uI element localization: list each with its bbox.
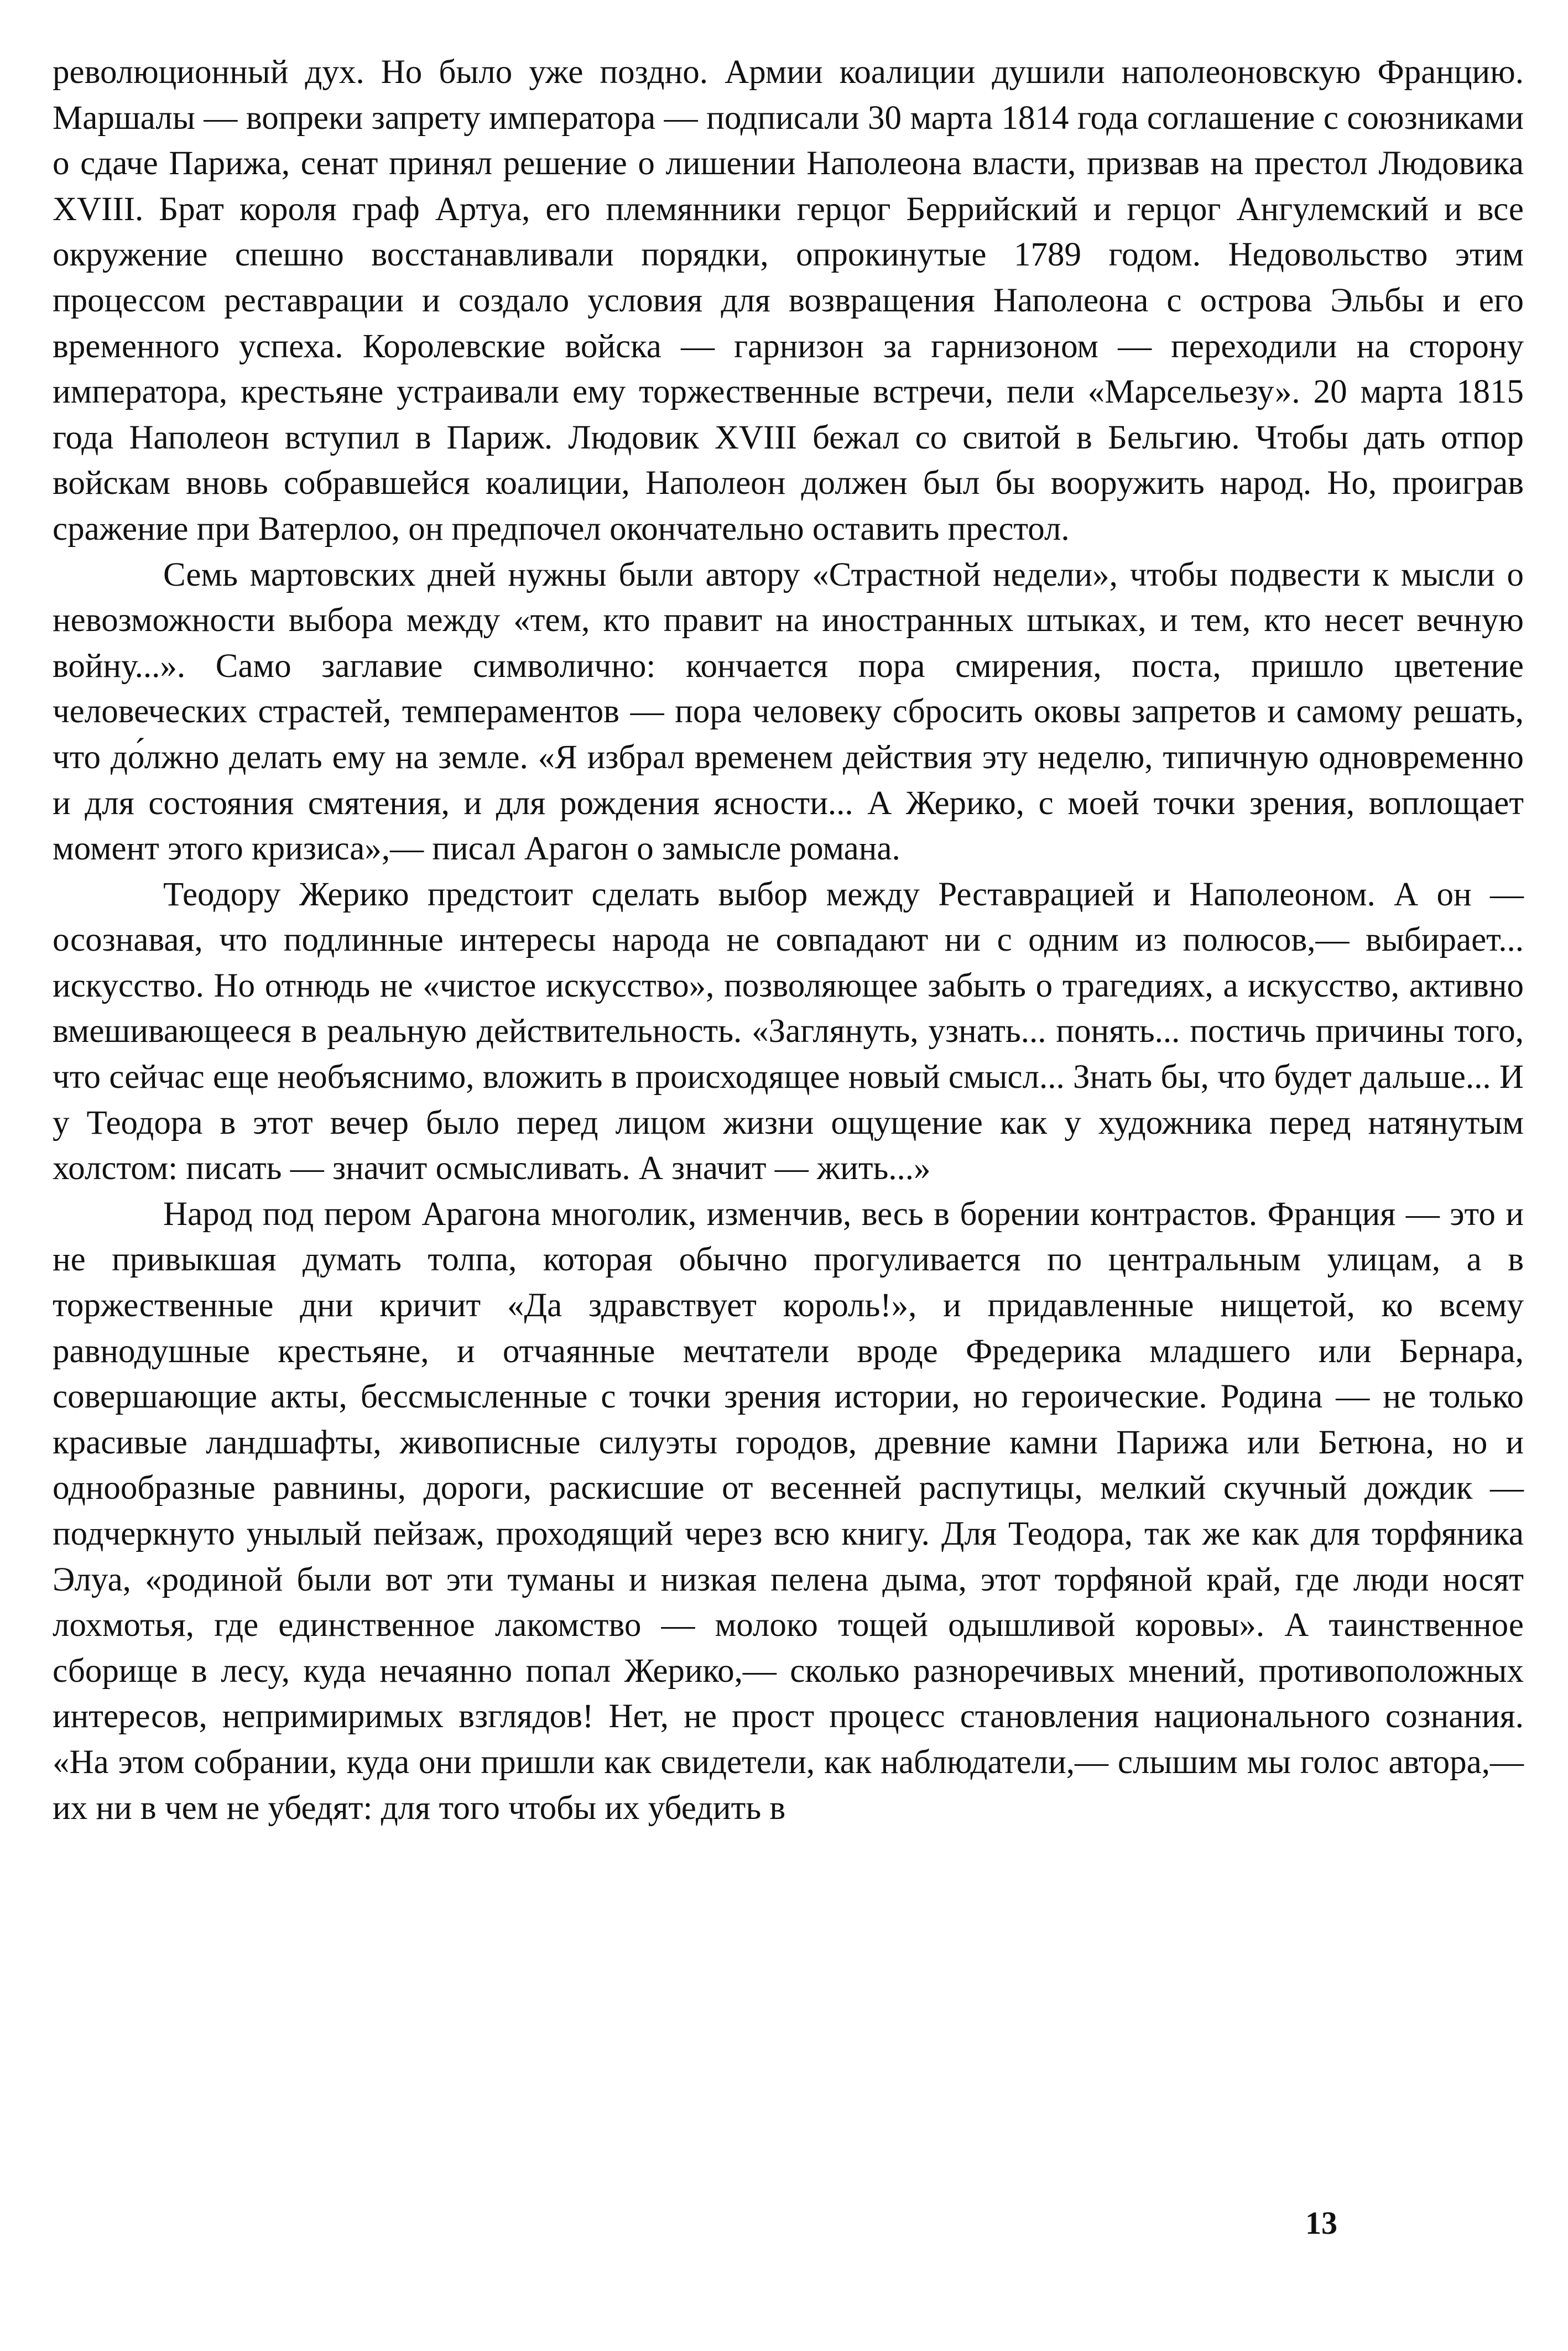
page-body: [53, 50, 1524, 1831]
paragraph-continued: революционный дух. Но было уже поздно. Армии коалиции душили наполеоновскую Францию. Маршалы — вопреки запрету императора — подписали 30 марта 1814 года соглашение с союзниками о сдаче Парижа, сенат принял решение о лишении Наполеона власти, призвав на престол Людовика XVIII. Брат короля граф Артуа, его племянники герцог Беррийский и герцог Ангулемский и все окружение спешно восстанавливали порядки, опрокинутые 1789 годом. Недовольство этим процессом реставрации и создало условия для возвращения Наполеона с острова Эльбы и его временного успеха. Королевские войска — гарнизон за гарнизоном — переходили на сторону императора, крестьяне устраивали ему торжественные встречи, пели «Марсельезу». 20 марта 1815 года Наполеон вступил в Париж. Людовик XVIII бежал со свитой в Бельгию. Чтобы дать отпор войскам вновь собравшейся коалиции, Наполеон должен был бы вооружить народ. Но, проиграв сражение при Ватерлоо, он предпочел окончательно оставить престол.: [53, 54, 1524, 548]
paragraph-seven-days: Семь мартовских дней нужны были автору «Страстной недели», чтобы подвести к мысли о невозможности выбора между «тем, кто правит на иностранных штыках, и тем, кто несет вечную войну...». Само заглавие символично: кончается пора смирения, поста, пришло цветение человеческих страстей, темпераментов — пора человеку сбросить оковы запретов и самому решать, что до́лжно делать ему на земле. «Я избрал временем действия эту неделю, типичную одновременно и для состояния смятения, и для рождения ясности... А Жерико, с моей точки зрения, воплощает момент этого кризиса»,— писал Арагон о замысле романа.: [53, 556, 1524, 868]
paragraph-people: Народ под пером Арагона многолик, изменчив, весь в борении контрастов. Франция — это и не привыкшая думать толпа, которая обычно прогуливается по центральным улицам, а в торжественные дни кричит «Да здравствует король!», и придавленные нищетой, ко всему равнодушные крестьяне, и отчаянные мечтатели вроде Фредерика младшего или Бернара, совершающие акты, бессмысленные с точки зрения истории, но героические. Родина — не только красивые ландшафты, живописные силуэты городов, древние камни Парижа или Бетюна, но и однообразные равнины, дороги, раскисшие от весенней распутицы, мелкий скучный дождик — подчеркнуто унылый пейзаж, проходящий через всю книгу. Для Теодора, так же как для торфяника Элуа, «родиной были вот эти туманы и низкая пелена дыма, этот торфяной край, где люди носят лохмотья, где единственное лакомство — молоко тощей одышливой коровы». А таинственное сборище в лесу, куда нечаянно попал Жерико,— сколько разноречивых мнений, противоположных интересов, непримиримых взглядов! Нет, не прост процесс становления национального сознания. «На этом собрании, куда они пришли как свидетели, как наблюдатели,— слышим мы голос автора,— их ни в чем не убедят: для того чтобы их убедить в: [53, 1195, 1524, 1827]
page-number: 13: [1305, 2205, 1337, 2241]
paragraph-theodore-choice: Теодору Жерико предстоит сделать выбор между Реставрацией и Наполеоном. А он — осознавая, что подлинные интересы народа не совпадают ни с одним из полюсов,— выбирает... искусство. Но отнюдь не «чистое искусство», позволяющее забыть о трагедиях, а искусство, активно вмешивающееся в реальную действительность. «Заглянуть, узнать... понять... постичь причины того, что сейчас еще необъяснимо, вложить в происходящее новый смысл... Знать бы, что будет дальше... И у Теодора в этот вечер было перед лицом жизни ощущение как у художника перед натянутым холстом: писать — значит осмысливать. А значит — жить...»: [53, 875, 1524, 1187]
